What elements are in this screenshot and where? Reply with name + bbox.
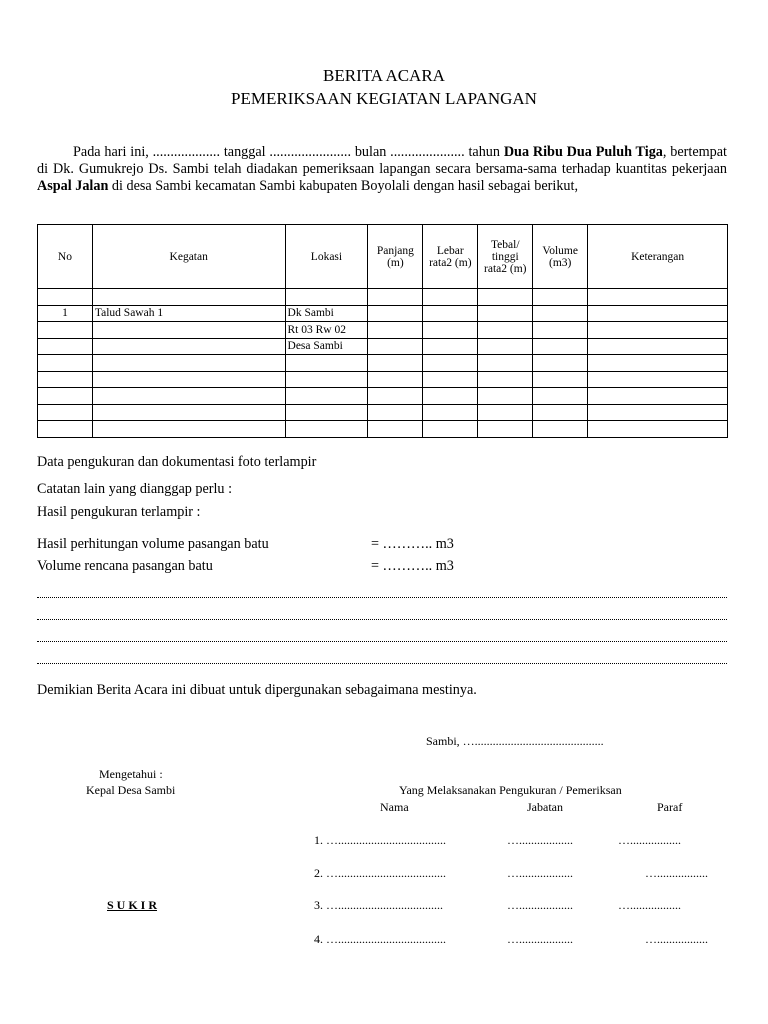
pelaksana-label: Yang Melaksanakan Pengukuran / Pemeriksan — [399, 783, 622, 797]
closing-statement: Demikian Berita Acara ini dibuat untuk dipergunakan sebagaimana mestinya. — [37, 682, 477, 698]
cell-lokasi — [285, 421, 368, 438]
col-header-kegiatan: Kegatan — [92, 225, 285, 289]
blank-line — [37, 619, 727, 620]
mengetahui-label: Mengetahui : — [99, 767, 163, 781]
table-row — [38, 289, 728, 306]
table-row — [38, 421, 728, 438]
cell-empty — [478, 371, 533, 388]
cell-empty — [533, 322, 588, 339]
signer-4-jabatan: ….................. — [507, 932, 573, 946]
place-date: Sambi, …........................................... — [426, 734, 604, 748]
cell-empty — [478, 404, 533, 421]
cell-kegiatan — [92, 421, 285, 438]
col-header-lokasi: Lokasi — [285, 225, 368, 289]
cell-empty — [368, 388, 423, 405]
rencana-volume-value: = ……….. m3 — [371, 558, 454, 574]
cell-empty — [533, 305, 588, 322]
cell-empty — [368, 371, 423, 388]
signer-4-paraf: …................. — [645, 932, 708, 946]
cell-empty — [423, 338, 478, 355]
cell-empty — [423, 355, 478, 372]
cell-kegiatan — [92, 355, 285, 372]
cell-no — [38, 289, 93, 306]
blank-line — [37, 641, 727, 642]
cell-lokasi — [285, 388, 368, 405]
col-header-keterangan: Keterangan — [588, 225, 728, 289]
signer-1-paraf: …................. — [618, 833, 681, 847]
signer-1-jabatan: ….................. — [507, 833, 573, 847]
cell-empty — [478, 421, 533, 438]
cell-empty — [478, 338, 533, 355]
cell-empty — [423, 404, 478, 421]
cell-empty — [533, 289, 588, 306]
cell-empty — [478, 355, 533, 372]
cell-kegiatan — [92, 289, 285, 306]
measurement-table — [37, 224, 728, 438]
cell-empty — [478, 305, 533, 322]
cell-no — [38, 322, 93, 339]
intro-text-3: di desa Sambi kecamatan Sambi kabupaten Boyolali dengan hasil sebagai berikut, — [108, 178, 578, 194]
cell-kegiatan — [92, 322, 285, 339]
cell-kegiatan — [92, 388, 285, 405]
cell-empty — [588, 338, 728, 355]
hasil-label: Hasil pengukuran terlampir : — [37, 504, 201, 520]
data-foto-note: Data pengukuran dan dokumentasi foto terlampir — [37, 454, 317, 470]
col-header-volume: Volume (m3) — [533, 225, 588, 289]
table-row — [38, 355, 728, 372]
intro-text-1: Pada hari ini, ................... tanggal ....................... bulan ..................... tahun — [73, 144, 504, 160]
cell-lokasi — [285, 404, 368, 421]
cell-empty — [478, 289, 533, 306]
signer-4-nama: 4. ….................................... — [314, 932, 446, 946]
signer-2-paraf: …................. — [645, 866, 708, 880]
intro-work: Aspal Jalan — [37, 178, 109, 194]
cell-empty — [368, 338, 423, 355]
kepala-desa-label: Kepal Desa Sambi — [86, 783, 176, 797]
catatan-label: Catatan lain yang dianggap perlu : — [37, 481, 233, 497]
hasil-volume-label: Hasil perhitungan volume pasangan batu — [37, 536, 269, 552]
cell-no — [38, 355, 93, 372]
cell-empty — [588, 289, 728, 306]
table-row — [38, 338, 728, 355]
table-row — [38, 305, 728, 322]
col-header-tebal: Tebal/ tinggi rata2 (m) — [478, 225, 533, 289]
cell-empty — [533, 355, 588, 372]
cell-empty — [423, 289, 478, 306]
cell-empty — [588, 305, 728, 322]
cell-lokasi — [285, 371, 368, 388]
blank-line — [37, 663, 727, 664]
cell-empty — [423, 421, 478, 438]
cell-no: 1 — [38, 305, 93, 322]
cell-kegiatan: Talud Sawah 1 — [92, 305, 285, 322]
cell-no — [38, 404, 93, 421]
col-header-no: No — [38, 225, 93, 289]
cell-lokasi — [285, 289, 368, 306]
table-row — [38, 404, 728, 421]
cell-kegiatan — [92, 404, 285, 421]
cell-empty — [588, 355, 728, 372]
table-row — [38, 371, 728, 388]
cell-empty — [478, 388, 533, 405]
kepala-desa-name: S U K I R — [107, 898, 158, 912]
document-title: BERITA ACARA — [323, 66, 445, 85]
intro-year: Dua Ribu Dua Puluh Tiga — [503, 144, 663, 160]
cell-kegiatan — [92, 338, 285, 355]
signer-3-jabatan: ….................. — [507, 898, 573, 912]
cell-empty — [368, 355, 423, 372]
cell-lokasi: Rt 03 Rw 02 — [285, 322, 368, 339]
col-header-panjang: Panjang (m) — [368, 225, 423, 289]
cell-empty — [423, 388, 478, 405]
cell-kegiatan — [92, 371, 285, 388]
signer-2-jabatan: ….................. — [507, 866, 573, 880]
col-nama-label: Nama — [380, 800, 409, 814]
table-row — [38, 322, 728, 339]
intro-text-2: , bertempat di Dk. Gumukrejo Ds. Sambi telah diadakan pemeriksaan lapangan secara bersama-sama terhadap kuantitas pekerjaan — [37, 144, 727, 177]
cell-lokasi: Desa Sambi — [285, 338, 368, 355]
cell-empty — [588, 388, 728, 405]
cell-lokasi: Dk Sambi — [285, 305, 368, 322]
signer-1-nama: 1. ….................................... — [314, 833, 446, 847]
cell-no — [38, 388, 93, 405]
cell-no — [38, 371, 93, 388]
table-header-row — [38, 225, 728, 289]
rencana-volume-label: Volume rencana pasangan batu — [37, 558, 213, 574]
document-subtitle: PEMERIKSAAN KEGIATAN LAPANGAN — [231, 89, 537, 108]
signer-2-nama: 2. ….................................... — [314, 866, 446, 880]
col-header-lebar: Lebar rata2 (m) — [423, 225, 478, 289]
intro-paragraph — [37, 144, 727, 195]
cell-empty — [533, 421, 588, 438]
cell-empty — [368, 421, 423, 438]
signer-3-nama: 3. …................................... — [314, 898, 443, 912]
col-jabatan-label: Jabatan — [527, 800, 563, 814]
cell-empty — [533, 404, 588, 421]
signer-3-paraf: …................. — [618, 898, 681, 912]
cell-empty — [368, 305, 423, 322]
cell-empty — [368, 322, 423, 339]
cell-no — [38, 421, 93, 438]
cell-empty — [423, 322, 478, 339]
cell-empty — [368, 289, 423, 306]
cell-empty — [423, 371, 478, 388]
cell-empty — [588, 404, 728, 421]
cell-empty — [368, 404, 423, 421]
hasil-volume-value: = ……….. m3 — [371, 536, 454, 552]
col-paraf-label: Paraf — [657, 800, 683, 814]
table-row — [38, 388, 728, 405]
cell-empty — [588, 322, 728, 339]
cell-empty — [588, 371, 728, 388]
cell-empty — [478, 322, 533, 339]
cell-empty — [533, 338, 588, 355]
cell-empty — [533, 388, 588, 405]
cell-empty — [533, 371, 588, 388]
cell-no — [38, 338, 93, 355]
cell-empty — [588, 421, 728, 438]
cell-empty — [423, 305, 478, 322]
cell-lokasi — [285, 355, 368, 372]
blank-line — [37, 597, 727, 598]
